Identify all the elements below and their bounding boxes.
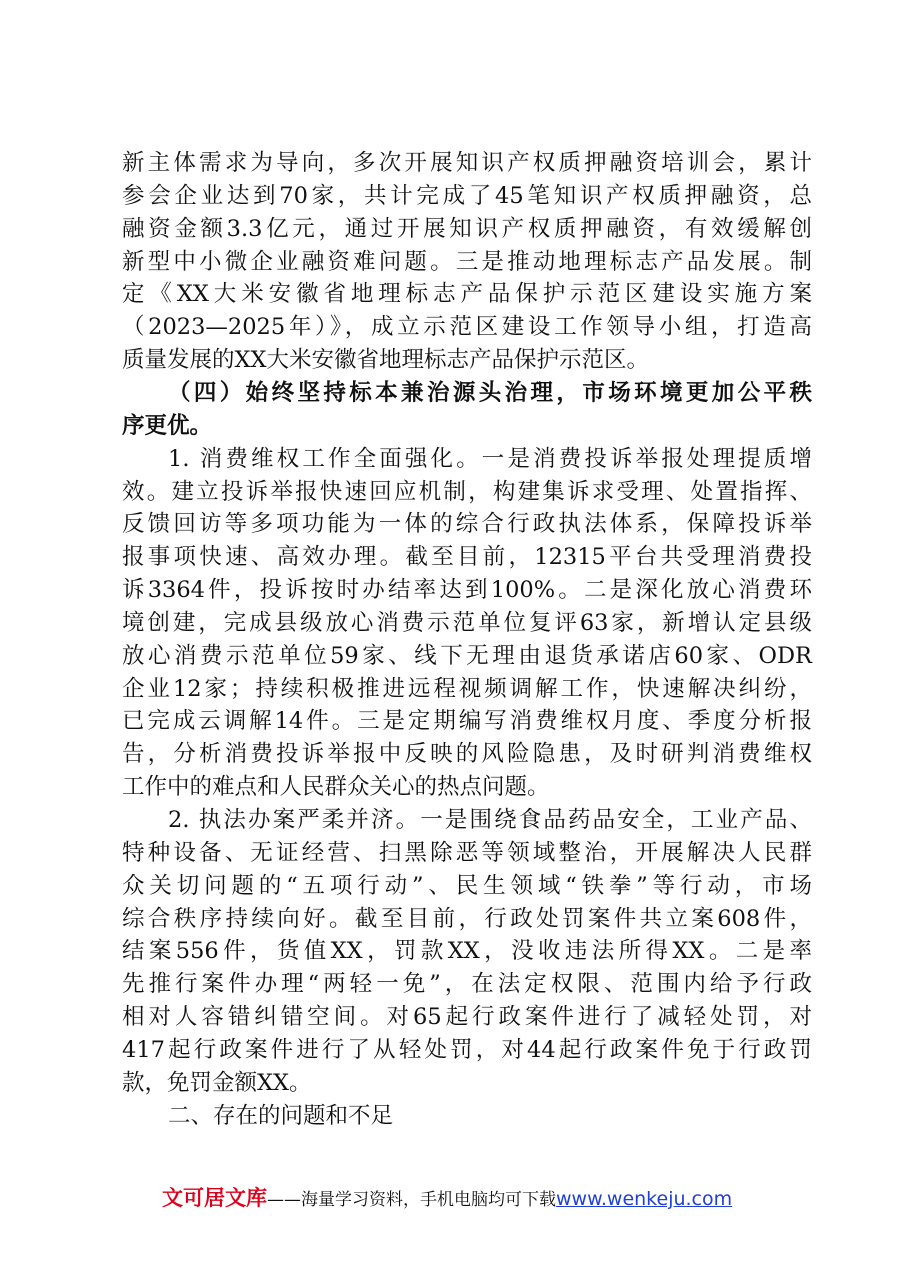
- body-line: 结案556件，货值XX，罚款XX，没收违法所得XX。二是率: [122, 938, 812, 965]
- body-line: 告，分析消费投诉举报中反映的风险隐患，及时研判消费维权: [122, 741, 812, 768]
- body-line: 新型中小微企业融资难问题。三是推动地理标志产品发展。制: [122, 248, 812, 275]
- body-line: 企业12家；持续积极推进远程视频调解工作，快速解决纠纷，: [122, 675, 812, 702]
- body-line: 工作中的难点和人民群众关心的热点问题。: [122, 774, 550, 801]
- body-line: 已完成云调解14件。三是定期编写消费维权月度、季度分析报: [122, 708, 812, 735]
- body-line: 新主体需求为导向，多次开展知识产权质押融资培训会，累计: [122, 150, 812, 176]
- section-heading: 二、存在的问题和不足: [168, 1102, 394, 1129]
- body-line: 序更优。: [122, 412, 213, 439]
- body-line: 定《XX大米安徽省地理标志产品保护示范区建设实施方案: [122, 281, 812, 308]
- body-line: 质量发展的XX大米安徽省地理标志产品保护示范区。: [122, 347, 650, 374]
- body-line: 放心消费示范单位59家、线下无理由退货承诺店60家、ODR: [122, 642, 812, 669]
- body-line: （四）始终坚持标本兼治源头治理，市场环境更加公平秩: [168, 379, 812, 406]
- body-line: 众关切问题的“五项行动”、民生领域“铁拳”等行动，市场: [122, 872, 812, 899]
- body-line: 效。建立投诉举报快速回应机制，构建集诉求受理、处置指挥、: [122, 478, 812, 505]
- body-line: 参会企业达到70家，共计完成了45笔知识产权质押融资，总: [122, 182, 812, 209]
- body-line: 综合秩序持续向好。截至目前，行政处罚案件共立案608件，: [122, 905, 812, 932]
- body-line: 报事项快速、高效办理。截至目前，12315平台共受理消费投: [122, 544, 812, 571]
- body-line: 境创建，完成县级放心消费示范单位复评63家，新增认定县级: [122, 609, 812, 636]
- body-line: 融资金额3.3亿元，通过开展知识产权质押融资，有效缓解创: [122, 215, 812, 242]
- body-line: 2. 执法办案严柔并济。一是围绕食品药品安全，工业产品、: [168, 807, 812, 833]
- body-line: 诉3364件，投诉按时办结率达到100%。二是深化放心消费环: [122, 577, 812, 604]
- body-line: 反馈回访等多项功能为一体的综合行政执法体系，保障投诉举: [122, 511, 812, 538]
- footer-link[interactable]: www.wenkeju.com: [556, 1188, 733, 1210]
- body-line: 先推行案件办理“两轻一免”，在法定权限、范围内给予行政: [122, 971, 812, 998]
- footer-tagline: ——海量学习资料，手机电脑均可下载: [267, 1190, 556, 1210]
- footer-banner: [162, 1181, 732, 1215]
- footer-brand: 文可居文库: [162, 1186, 267, 1210]
- body-line: （2023—2025年）》，成立示范区建设工作领导小组，打造高: [122, 314, 812, 341]
- body-line: 款，免罚金额XX。: [122, 1069, 312, 1096]
- body-line: 417起行政案件进行了从轻处罚，对44起行政案件免于行政罚: [122, 1036, 812, 1063]
- body-line: 1. 消费维权工作全面强化。一是消费投诉举报处理提质增: [168, 445, 812, 472]
- body-line: 相对人容错纠错空间。对65起行政案件进行了减轻处罚，对: [122, 1004, 812, 1031]
- body-line: 特种设备、无证经营、扫黑除恶等领域整治，开展解决人民群: [122, 839, 812, 866]
